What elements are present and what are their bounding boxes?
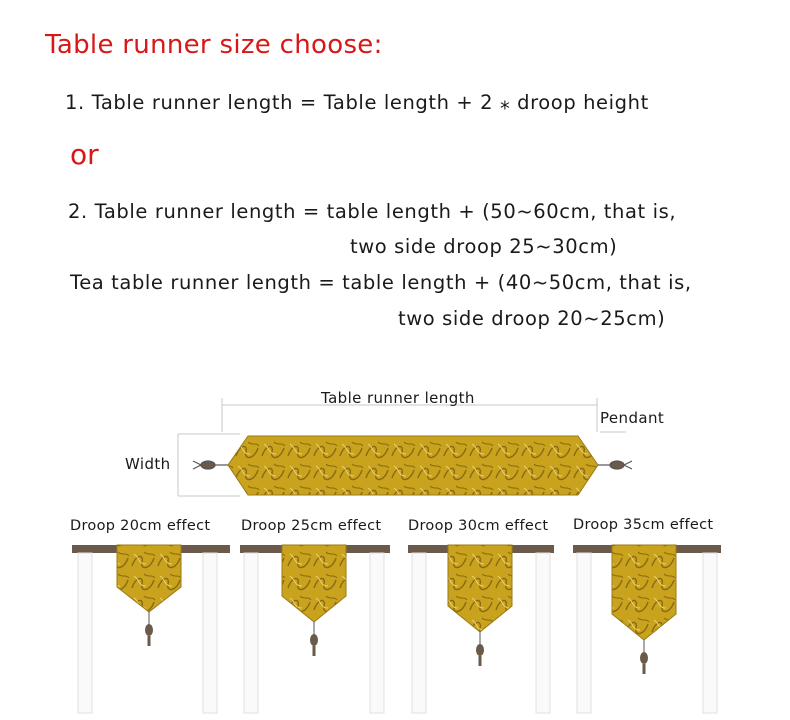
right-tassel-icon	[598, 461, 632, 469]
runner-length-label: Table runner length	[321, 389, 475, 407]
droop-25-illustration	[240, 545, 390, 713]
droop-25-label: Droop 25cm effect	[241, 518, 382, 534]
droop-20-illustration	[72, 545, 230, 713]
formula-2-line-2: two side droop 25~30cm)	[350, 235, 618, 258]
width-label: Width	[125, 455, 171, 473]
droop-20-label: Droop 20cm effect	[70, 518, 211, 534]
table-runner-shape	[228, 436, 598, 495]
formula-3-line-2: two side droop 20~25cm)	[398, 307, 666, 330]
or-separator: or	[70, 138, 99, 171]
pendant-label: Pendant	[600, 409, 665, 427]
droop-30-illustration	[408, 545, 554, 713]
droop-35-illustration	[573, 545, 721, 713]
droop-30-label: Droop 30cm effect	[408, 518, 549, 534]
formula-2-line-1: 2. Table runner length = table length + (50~60cm, that is,	[68, 200, 677, 223]
droop-35-label: Droop 35cm effect	[573, 517, 714, 533]
formula-3-line-1: Tea table runner length = table length + (40~50cm, that is,	[70, 271, 692, 294]
page-heading: Table runner size choose:	[45, 30, 383, 60]
left-tassel-icon	[193, 461, 228, 469]
formula-1: 1. Table runner length = Table length + 2 ⁎ droop height	[65, 91, 649, 114]
